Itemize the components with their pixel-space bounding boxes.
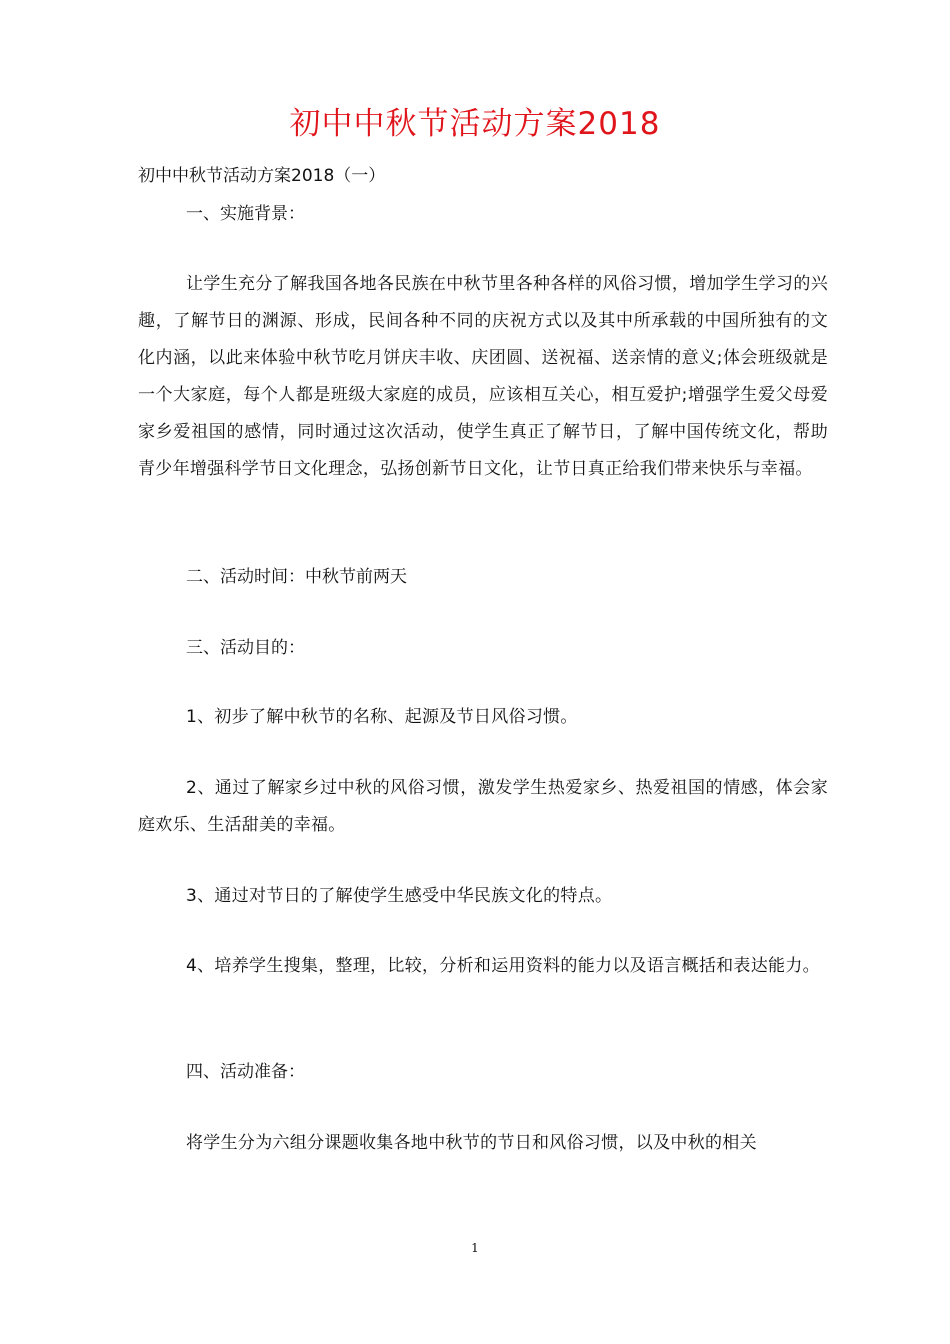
section-heading-goals: 三、活动目的： xyxy=(186,638,305,658)
document-subtitle: 初中中秋节活动方案2018（一） xyxy=(138,166,386,186)
page-number: 1 xyxy=(471,1241,479,1255)
goal-item-3: 3、通过对节日的了解使学生感受中华民族文化的特点。 xyxy=(186,886,613,906)
goal-item-1: 1、初步了解中秋节的名称、起源及节日风俗习惯。 xyxy=(186,707,578,727)
paragraph-preparation: 将学生分为六组分课题收集各地中秋节的节日和风俗习惯，以及中秋的相关 xyxy=(186,1133,757,1153)
section-heading-time: 二、活动时间：中秋节前两天 xyxy=(186,567,407,587)
document-title: 初中中秋节活动方案2018 xyxy=(289,106,661,142)
paragraph-background: 让学生充分了解我国各地各民族在中秋节里各种各样的风俗习惯，增加学生学习的兴趣，了解节日的渊源、形成，民间各种不同的庆祝方式以及其中所承载的中国所独有的文化内涵，以此来体验中秋节吃月饼庆丰收、庆团圆、送祝福、送亲情的意义;体会班级就是一个大家庭，每个人都是班级大家庭的成员，应该相互关心，相互爱护;增强学生爱父母爱家乡爱祖国的感情，同时通过这次活动，使学生真正了解节日，了解中国传统文化，帮助青少年增强科学节日文化理念，弘扬创新节日文化，让节日真正给我们带来快乐与幸福。 xyxy=(138,274,828,479)
goal-item-2: 2、通过了解家乡过中秋的风俗习惯，激发学生热爱家乡、热爱祖国的情感，体会家庭欢乐、生活甜美的幸福。 xyxy=(138,778,828,835)
goal-item-4: 4、培养学生搜集，整理，比较，分析和运用资料的能力以及语言概括和表达能力。 xyxy=(186,956,820,976)
section-heading-background: 一、实施背景： xyxy=(186,204,305,224)
section-heading-preparation: 四、活动准备： xyxy=(186,1062,305,1082)
